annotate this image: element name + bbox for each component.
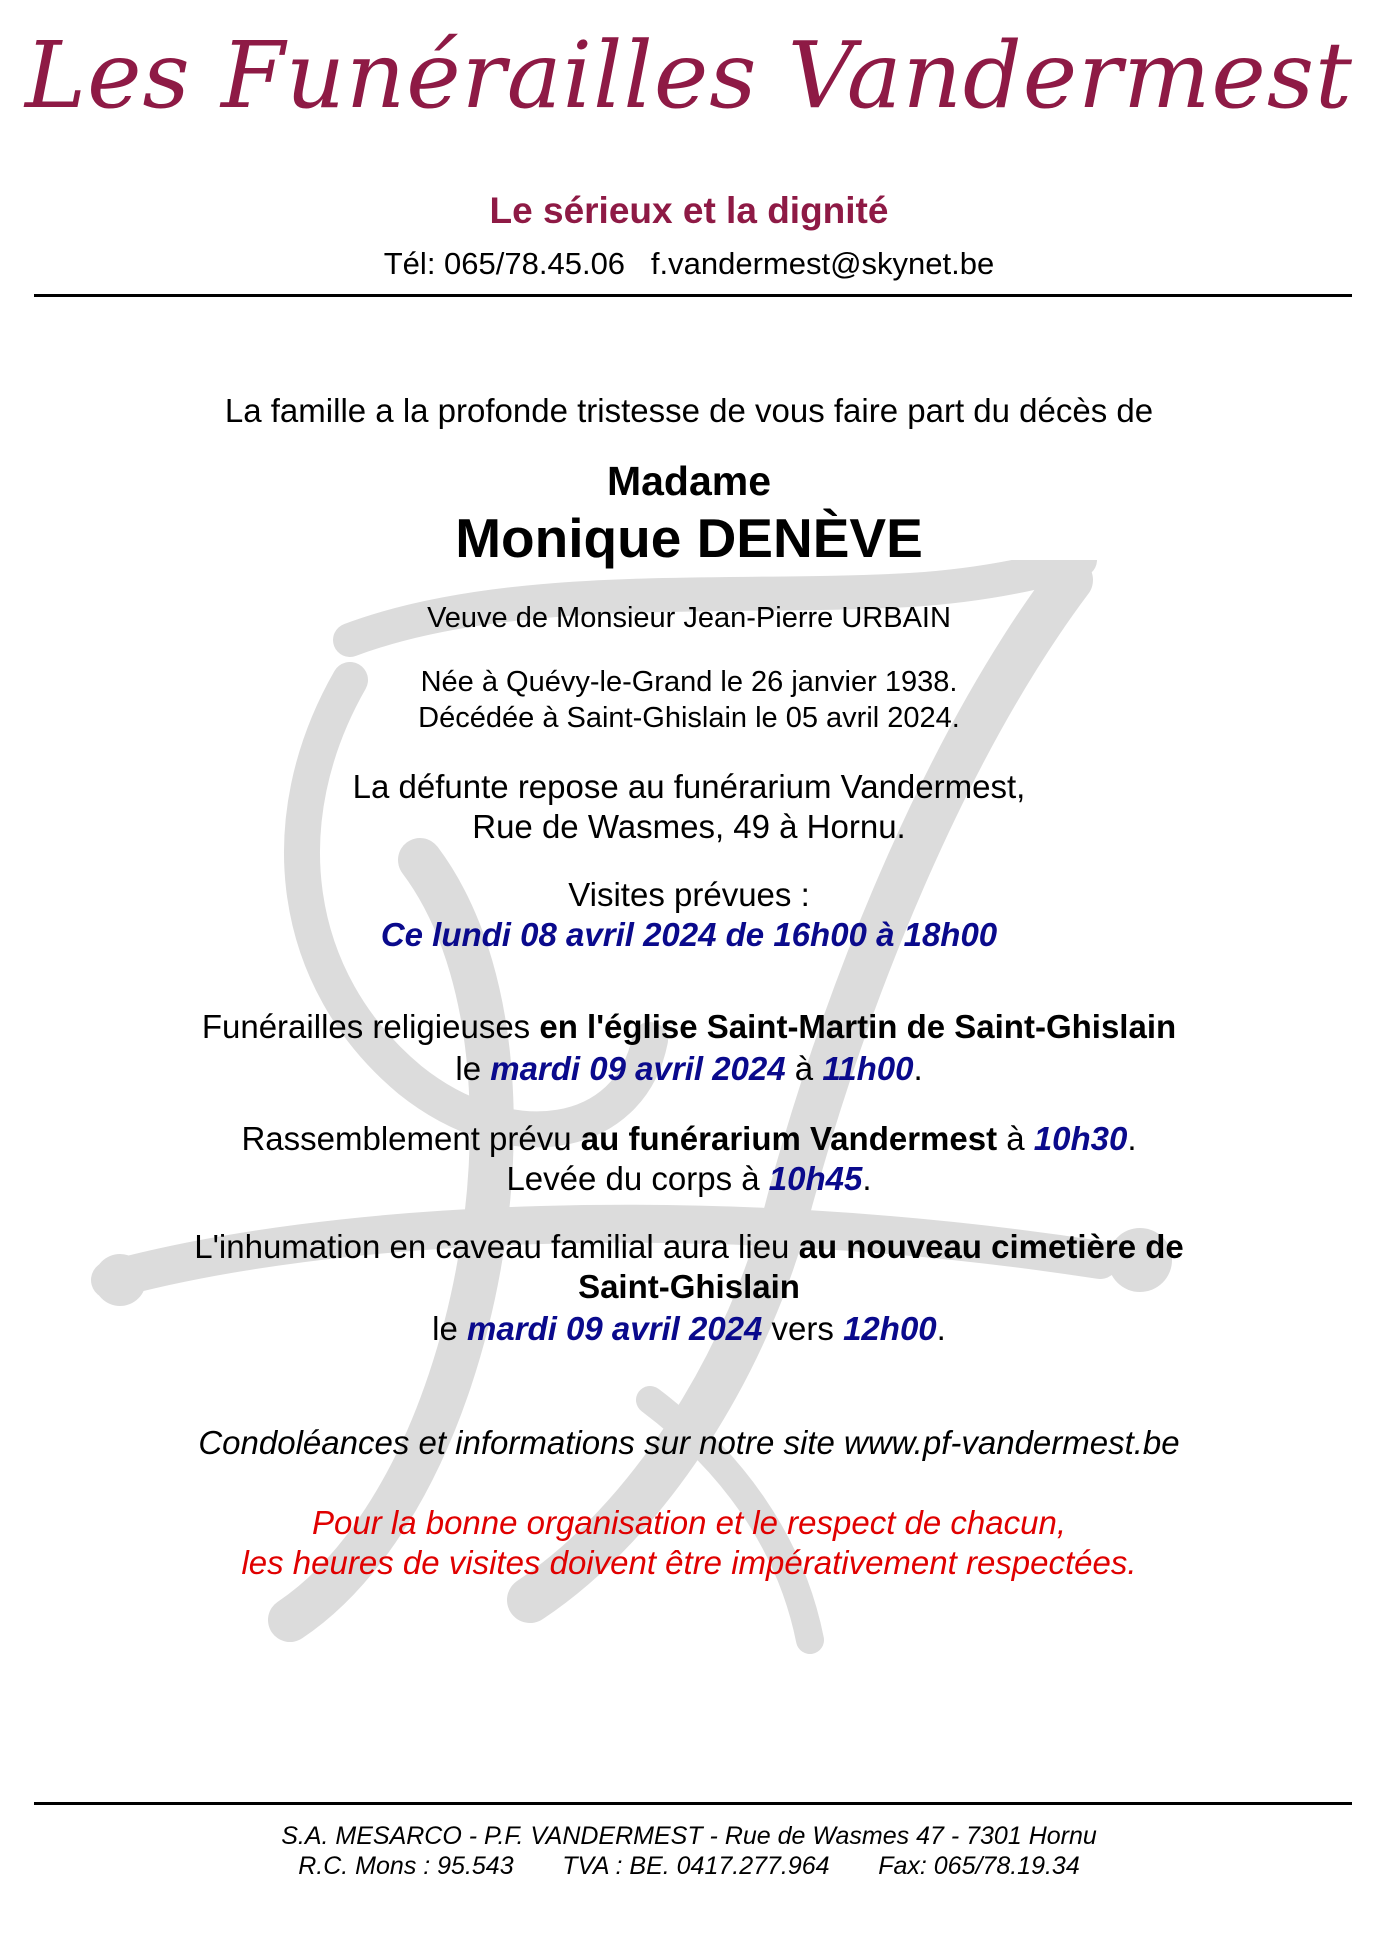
burial-prefix: L'inhumation en caveau familial aura lieu bbox=[194, 1228, 799, 1265]
footer-tva: TVA : BE. 0417.277.964 bbox=[562, 1852, 830, 1880]
period: . bbox=[913, 1050, 923, 1087]
rest-line-1: La défunte repose au funérarium Vandermest, bbox=[352, 768, 1026, 805]
email-link[interactable]: f.vandermest@skynet.be bbox=[650, 246, 995, 281]
birth-line: Née à Quévy-le-Grand le 26 janvier 1938. bbox=[420, 666, 958, 698]
period: . bbox=[862, 1160, 872, 1197]
visits-label: Visites prévues : bbox=[568, 876, 810, 913]
gather-time: 10h30 bbox=[1033, 1120, 1128, 1157]
burial-le: le bbox=[432, 1310, 468, 1347]
period: . bbox=[1127, 1120, 1137, 1157]
burial-place-2: Saint-Ghislain bbox=[578, 1268, 800, 1305]
honorific: Madame bbox=[606, 458, 772, 504]
widow-of: Veuve de Monsieur Jean-Pierre URBAIN bbox=[427, 602, 951, 634]
funeral-a: à bbox=[785, 1050, 823, 1087]
funeral-prefix: Funérailles religieuses bbox=[201, 1008, 540, 1045]
burial-vers: vers bbox=[762, 1310, 844, 1347]
gather-a: à bbox=[997, 1120, 1034, 1157]
footer-rc: R.C. Mons : 95.543 bbox=[298, 1852, 514, 1880]
lift-time: 10h45 bbox=[768, 1160, 863, 1197]
contact-line bbox=[0, 246, 1378, 282]
phone: Tél: 065/78.45.06 bbox=[383, 246, 626, 281]
footer-address: S.A. MESARCO - P.F. VANDERMEST - Rue de Wasmes 47 - 7301 Hornu bbox=[281, 1822, 1097, 1850]
lift-prefix: Levée du corps à bbox=[506, 1160, 769, 1197]
brand-title: Les Funérailles Vandermest bbox=[24, 22, 1354, 129]
funeral-line-2 bbox=[0, 1050, 1378, 1088]
gather-prefix: Rassemblement prévu bbox=[241, 1120, 581, 1157]
warning-line-1: Pour la bonne organisation et le respect de chacun, bbox=[311, 1504, 1066, 1541]
lift-line bbox=[0, 1160, 1378, 1198]
funeral-date: mardi 09 avril 2024 bbox=[490, 1050, 786, 1087]
gather-place: au funérarium Vandermest bbox=[580, 1120, 998, 1157]
intro-text: La famille a la profonde tristesse de vous faire part du décès de bbox=[224, 392, 1154, 429]
deceased-name: Monique DENÈVE bbox=[455, 507, 923, 569]
warning-line-2: les heures de visites doivent être impérativement respectées. bbox=[241, 1544, 1137, 1581]
gather-line bbox=[0, 1120, 1378, 1158]
funeral-time: 11h00 bbox=[822, 1050, 914, 1087]
burial-date: mardi 09 avril 2024 bbox=[467, 1310, 763, 1347]
burial-time: 12h00 bbox=[843, 1310, 937, 1347]
burial-line-3 bbox=[0, 1310, 1378, 1348]
header-divider bbox=[34, 294, 1352, 297]
footer-divider bbox=[34, 1802, 1352, 1805]
death-line: Décédée à Saint-Ghislain le 05 avril 2024. bbox=[418, 702, 960, 734]
burial-place-1: au nouveau cimetière de bbox=[798, 1228, 1184, 1265]
condolences-text: Condoléances et informations sur notre site www.pf-vandermest.be bbox=[198, 1424, 1180, 1461]
footer-registration bbox=[0, 1852, 1378, 1881]
footer-fax: Fax: 065/78.19.34 bbox=[878, 1852, 1080, 1880]
visits-time: Ce lundi 08 avril 2024 de 16h00 à 18h00 bbox=[380, 916, 998, 953]
funeral-place: en l'église Saint-Martin de Saint-Ghislain bbox=[539, 1008, 1177, 1045]
rest-line-2: Rue de Wasmes, 49 à Hornu. bbox=[472, 808, 906, 845]
funeral-le: le bbox=[455, 1050, 491, 1087]
slogan: Le sérieux et la dignité bbox=[489, 190, 889, 231]
burial-line-1 bbox=[0, 1228, 1378, 1266]
period: . bbox=[936, 1310, 946, 1347]
funeral-line-1 bbox=[0, 1008, 1378, 1046]
